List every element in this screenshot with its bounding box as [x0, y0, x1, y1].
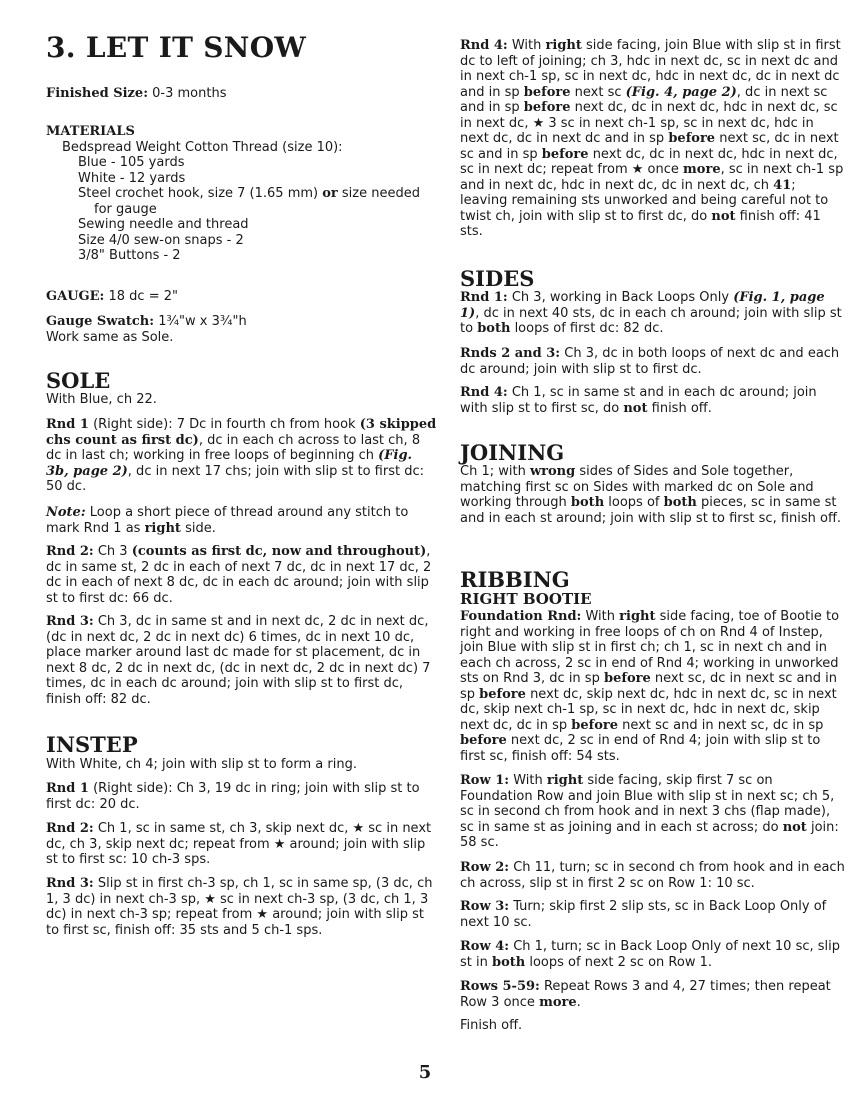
sides-rnd1: Rnd 1: Ch 3, working in Back Loops Only (Fig. 1, page 1), dc in next 40 sts, dc in each ch around; join with slip st to both loops of first dc: 82 dc. — [460, 290, 842, 336]
sides-rnds-2-3: Rnds 2 and 3: Ch 3, dc in both loops of next dc and each dc around; join with slip st to first dc. — [460, 346, 840, 377]
material-item: Bedspread Weight Cotton Thread (size 10): — [62, 139, 343, 155]
materials-heading: MATERIALS — [46, 124, 135, 139]
ribbing-row4: Row 4: Ch 1, turn; sc in Back Loop Only of next 10 sc, slip st in both loops of next 2 sc on Row 1. — [460, 939, 841, 970]
instep-rnd3: Rnd 3: Slip st in first ch-3 sp, ch 1, sc in same sp, (3 dc, ch 1, 3 dc) in next ch-3 sp, ★ sc in next ch-3 sp, (3 dc, ch 1, 3 dc) in next ch-3 sp; repeat from ★ around; join with slip st to first sc, finish off: 35 sts and 5 ch-1 sps. — [46, 876, 433, 938]
sides-rnd4: Rnd 4: Ch 1, sc in same st and in each dc around; join with slip st to first sc, do not finish off. — [460, 385, 817, 416]
material-item: White - 12 yards — [78, 170, 186, 186]
finished-size: Finished Size: 0-3 months — [46, 86, 227, 101]
section-heading-ribbing: RIBBING — [460, 567, 570, 592]
gauge: GAUGE: 18 dc = 2" — [46, 289, 178, 304]
sole-rnd1: Rnd 1 (Right side): 7 Dc in fourth ch from hook (3 skipped chs count as first dc), dc in each ch across to last ch, 8 dc in last ch; working in free loops of beginning ch (Fig. 3b, page 2), dc in next 17 chs; join with slip st to first dc: 50 dc. — [46, 417, 437, 494]
ribbing-finish: Finish off. — [460, 1018, 523, 1033]
joining-text: Ch 1; with wrong sides of Sides and Sole together, matching first sc on Sides with marked dc on Sole and working through both loops of both pieces, sc in same st and in each st around; join with slip st to first sc, finish off. — [460, 464, 842, 526]
materials-block — [46, 124, 438, 264]
ribbing-foundation: Foundation Rnd: With right side facing, toe of Bootie to right and working in free loops of ch on Rnd 4 of Instep, join Blue with slip st in first ch; ch 1, sc in next ch and in each ch across, 2 sc in end of Rnd 4; working in unworked sts on Rnd 3, dc in sp before next sc, dc in next sc and in sp before next dc, skip next dc, hdc in next dc, sc in next dc, skip next ch-1 sp, sc in next dc, hdc in next dc, skip next dc, dc in sp before next sc and in next sc, dc in sp before next dc, 2 sc in end of Rnd 4; join with slip st to first sc, finish off: 54 sts. — [460, 609, 840, 764]
instep-rnd2: Rnd 2: Ch 1, sc in same st, ch 3, skip next dc, ★ sc in next dc, ch 3, skip next dc; repeat from ★ around; join with slip st to first sc: 10 ch-3 sps. — [46, 821, 432, 867]
instep-rnd4: Rnd 4: With right side facing, join Blue with slip st in first dc to left of joining; ch 3, hdc in next dc, sc in next dc and in next ch-1 sp, sc in next dc, hdc in next dc, dc in next dc and in sp before next sc (Fig. 4, page 2), dc in next sc and in sp before next dc, dc in next dc, hdc in next dc, sc in next dc, ★ 3 sc in next ch-1 sp, sc in next dc, hdc in next dc, dc in next dc and in sp before next sc, dc in next sc and in sp before next dc, dc in next dc, hdc in next dc, sc in next dc; repeat from ★ once more, sc in next ch-1 sp and in next dc, hdc in next dc, dc in next dc, ch 41; leaving remaining sts unworked and being careful not to twist ch, join with slip st to first dc, do not finish off: 41 sts. — [460, 38, 844, 239]
section-heading-joining: JOINING — [460, 440, 565, 465]
material-item: Size 4/0 sew-on snaps - 2 — [78, 232, 244, 248]
page-title: 3. LET IT SNOW — [46, 31, 307, 64]
material-item: Blue - 105 yards — [78, 155, 185, 170]
ribbing-row2: Row 2: Ch 11, turn; sc in second ch from hook and in each ch across, slip st in first 2 sc on Row 1: 10 sc. — [460, 860, 845, 891]
ribbing-row3: Row 3: Turn; skip first 2 slip sts, sc in Back Loop Only of next 10 sc. — [460, 899, 827, 930]
sole-rnd2: Rnd 2: Ch 3 (counts as first dc, now and throughout), dc in same st, 2 dc in each of next 7 dc, dc in next 17 dc, 2 dc in each of next 8 dc, dc in each dc around; join with slip st to first dc: 66 dc. — [46, 544, 432, 606]
material-item: Steel crochet hook, size 7 (1.65 mm) or size needed — [78, 186, 420, 201]
instep-rnd1: Rnd 1 (Right side): Ch 3, 19 dc in ring; join with slip st to first dc: 20 dc. — [46, 781, 420, 812]
material-item: 3/8" Buttons - 2 — [78, 248, 181, 263]
bleed-through — [350, 38, 357, 62]
section-heading-instep: INSTEP — [46, 732, 138, 757]
section-heading-sides: SIDES — [460, 266, 535, 291]
ribbing-rows-5-59: Rows 5-59: Repeat Rows 3 and 4, 27 times; then repeat Row 3 once more. — [460, 979, 831, 1010]
subheading-right-bootie: RIGHT BOOTIE — [460, 590, 592, 608]
instep-intro: With White, ch 4; join with slip st to form a ring. — [46, 757, 357, 772]
page-number: 5 — [418, 1062, 432, 1083]
sole-rnd3: Rnd 3: Ch 3, dc in same st and in next dc, 2 dc in next dc, (dc in next dc, 2 dc in next dc) 6 times, dc in next 10 dc, place marker around last dc made for st placement, dc in next 8 dc, 2 dc in next dc, (dc in next dc, 2 dc in next dc) 7 times, dc in each dc around; join with slip st to first dc, finish off: 82 dc. — [46, 614, 431, 707]
material-item: Sewing needle and thread — [78, 217, 249, 232]
gauge-swatch: Gauge Swatch: 1¾"w x 3¾"h Work same as Sole. — [46, 314, 247, 345]
sole-intro: With Blue, ch 22. — [46, 392, 157, 407]
ribbing-row1: Row 1: With right side facing, skip first 7 sc on Foundation Row and join Blue with slip st in next sc; ch 5, sc in second ch from hook and in next 3 chs (flap made), sc in same st as joining and in each st across; do not join: 58 sc. — [460, 773, 839, 850]
section-heading-sole: SOLE — [46, 368, 111, 393]
sole-note: Note: Loop a short piece of thread around any stitch to mark Rnd 1 as right side. — [46, 505, 409, 536]
material-item: for gauge — [94, 201, 157, 217]
